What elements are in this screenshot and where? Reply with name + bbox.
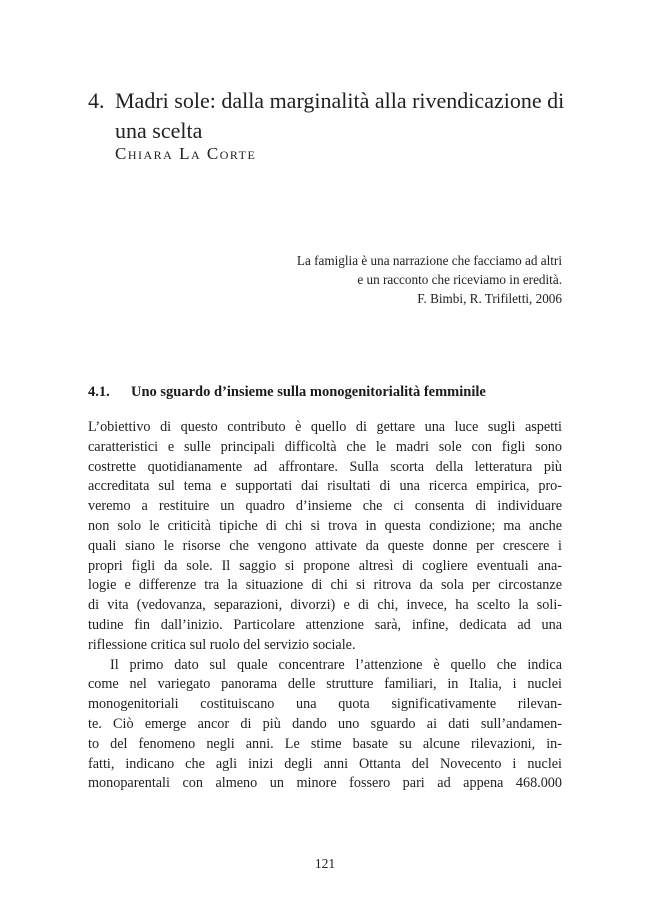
text-line: te. Ciò emerge ancor di più dando uno sguardo ai dati sull’andamen-: [88, 715, 562, 732]
text-line: tudine fin dall’inizio. Particolare attenzione sarà, infine, dedicata ad una: [88, 616, 562, 633]
text-line: accreditata sul tema e supportati dai risultati di una ricerca empirica, pro-: [88, 478, 562, 495]
chapter-number: 4.: [88, 88, 105, 113]
text-line: veremo a restituire un quadro d’insieme che ci consenta di individuare: [88, 498, 562, 515]
text-line: quali siano le risorse che vengono attivate da queste donne per crescere i: [88, 537, 562, 554]
section-heading: [88, 384, 568, 401]
paragraph-2: [88, 656, 562, 795]
text-line: fatti, indicano che agli inizi degli anni Ottanta del Novecento i nuclei: [88, 755, 562, 772]
chapter-title: [88, 86, 568, 146]
text-line: to del fenomeno negli anni. Le stime basate su alcune rilevazioni, in-: [88, 735, 562, 752]
text-line: caratteristici e sulle principali difficoltà che le madri sole con figli sono: [88, 438, 562, 455]
section-title: Uno sguardo d’insieme sulla monogenitorialità femminile: [131, 384, 486, 400]
text-line: riflessione critica sul ruolo del servizio sociale.: [88, 636, 356, 653]
epigraph-attribution: F. Bimbi, R. Trifiletti, 2006: [417, 291, 562, 306]
chapter-author: Chiara La Corte: [115, 144, 257, 163]
body-text: [88, 418, 562, 794]
epigraph: [242, 251, 562, 308]
text-line: Il primo dato sul quale concentrare l’attenzione è quello che indica: [110, 656, 562, 673]
paragraph-1: [88, 418, 562, 656]
text-line: come nel variegato panorama delle strutture familiari, in Italia, i nuclei: [88, 676, 562, 693]
text-line: logie e differenze tra la situazione di chi si ritrova da sola per circostanze: [88, 577, 562, 594]
text-line: non solo le criticità tipiche di chi si trova in questa condizione; ma anche: [88, 517, 562, 534]
epigraph-line: e un racconto che riceviamo in eredità.: [357, 272, 562, 287]
epigraph-line: La famiglia è una narrazione che facciamo ad altri: [296, 253, 562, 268]
text-line: monogenitoriali costituiscano una quota significativamente rilevan-: [88, 696, 562, 713]
text-line: monoparentali con almeno un minore fossero pari ad appena 468.000: [88, 775, 562, 792]
text-line: propri figli da sole. Il saggio si propone altresì di cogliere eventuali ana-: [88, 557, 562, 574]
chapter-title-text: Madri sole: dalla marginalità alla rivendicazione di una scelta: [115, 88, 565, 143]
page-number: 121: [314, 856, 336, 871]
text-line: L’obiettivo di questo contributo è quello di gettare una luce sugli aspetti: [88, 419, 562, 435]
text-line: di vita (vedovanza, separazioni, divorzi) e di chi, invece, ha scelto la soli-: [88, 597, 562, 614]
text-line: costrette quotidianamente ad affrontare. Sulla scorta della letteratura più: [88, 458, 562, 475]
section-number: 4.1.: [88, 384, 110, 400]
